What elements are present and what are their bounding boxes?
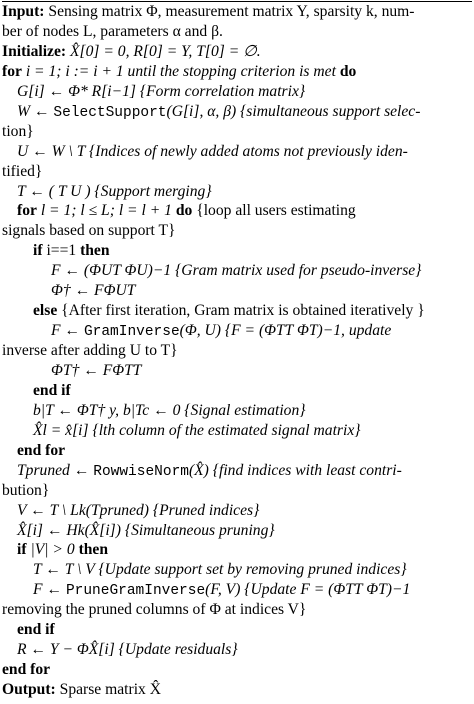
if-first-line	[33, 241, 110, 261]
signal-estimation-text: b|T ← ΦT† y, b|Tc ← 0 {Signal estimation}	[33, 401, 306, 419]
estimated-column-text: X̂l = x̂[i] {lth column of the estimated signal matrix}	[33, 421, 361, 439]
end-if-line	[33, 381, 71, 401]
rowwise-norm-lhs: Tpruned ←	[17, 461, 90, 479]
gram-inverse-line-2	[2, 341, 178, 361]
support-merge-line	[17, 182, 212, 202]
prune-gram-line-2	[2, 600, 306, 620]
update-support-line	[33, 560, 407, 580]
correlation-text: G[i] ← Φ* R[i−1] {Form correlation matrix}	[17, 82, 306, 100]
gram-line	[51, 261, 421, 281]
pruned-indices-line	[17, 501, 259, 521]
select-support-line-2	[2, 122, 34, 142]
rowwise-norm-cont: bution}	[2, 481, 50, 499]
update-support-text: T ← T \ V {Update support set by removing pruned indices}	[33, 561, 407, 579]
rowwise-norm-args: (X̂) {find indices with least contri-	[188, 461, 402, 479]
pinv-first-line	[51, 281, 135, 301]
then-keyword: then	[80, 242, 110, 260]
else-line	[33, 301, 425, 321]
correlation-line	[17, 82, 305, 102]
pinv-iter-text: ΦT† ← FΦTT	[51, 361, 142, 379]
end-outer-for-line	[2, 660, 50, 680]
support-merge-text: T ← ( T U ) {Support merging}	[17, 182, 212, 200]
initialize-keyword: Initialize:	[2, 42, 67, 60]
then2-keyword: then	[78, 541, 109, 559]
residual-text: R ← Y − ΦX̂[i] {Update residuals}	[17, 641, 238, 659]
initialize-line	[2, 42, 261, 62]
input-line-2	[2, 22, 223, 42]
input-keyword: Input:	[2, 3, 45, 20]
new-atoms-text: U ← W \ T {Indices of newly added atoms not previously iden-	[17, 142, 408, 160]
pinv-iter-line	[51, 361, 141, 381]
inner-for-comment-1: {loop all users estimating	[196, 202, 356, 220]
simultaneous-pruning-text: X̂[i] ← Hk(X̂[i]) {Simultaneous pruning}	[17, 521, 275, 539]
prune-gram-function: PruneGramInverse	[65, 583, 206, 600]
select-support-cont: tion}	[2, 122, 34, 140]
rowwise-norm-function: RowwiseNorm	[93, 463, 189, 480]
gram-inverse-line-1	[51, 321, 391, 343]
end-inner-for-keyword: end for	[17, 441, 66, 459]
outer-for-condition: i = 1; i := i + 1 until the stopping criterion is met	[25, 62, 336, 80]
select-support-function: SelectSupport	[53, 104, 167, 121]
select-support-args: (G[i], α, β) {simultaneous support selec-	[166, 102, 421, 120]
prune-gram-line-1	[33, 580, 410, 602]
inner-for-line-1	[17, 201, 356, 221]
end-inner-for-line	[17, 441, 65, 461]
inner-for-line-2	[2, 221, 176, 241]
pruned-indices-text: V ← T \ Lk(Tpruned) {Pruned indices}	[17, 501, 260, 519]
gram-text: F ← (ΦUT ΦU)−1 {Gram matrix used for pseudo-inverse}	[51, 262, 422, 280]
if-pruned-line	[17, 540, 108, 560]
end-if2-keyword: end if	[17, 621, 55, 639]
gram-inverse-function: GramInverse	[83, 324, 180, 341]
input-text-2: ber of nodes L, parameters α and β.	[2, 22, 223, 40]
else-keyword: else	[33, 302, 58, 320]
residual-line	[17, 640, 238, 660]
select-support-lhs: W ←	[17, 102, 50, 120]
inner-for-comment-2: signals based on support T}	[2, 222, 176, 240]
input-text-1: Sensing matrix Φ, measurement matrix Y, sparsity k, num-	[48, 3, 415, 20]
new-atoms-line-1	[17, 142, 408, 162]
output-line	[2, 680, 161, 700]
simultaneous-pruning-line	[17, 521, 275, 541]
new-atoms-cont: tified}	[2, 162, 43, 180]
inner-do-keyword: do	[175, 202, 193, 220]
prune-gram-lhs: F ←	[33, 581, 63, 599]
gram-inverse-args: (Φ, U) {F = (ΦTT ΦT)−1, update	[179, 322, 392, 340]
input-line-1	[2, 2, 415, 22]
rowwise-norm-line-1	[17, 461, 402, 483]
gram-inverse-cont: inverse after adding U to T}	[2, 342, 178, 359]
if-condition: i==1	[46, 242, 77, 260]
outer-for-keyword: for	[2, 62, 22, 80]
pinv-first-text: Φ† ← FΦUT	[51, 282, 136, 300]
rowwise-norm-line-2	[2, 481, 49, 501]
if-keyword: if	[33, 242, 43, 260]
prune-gram-cont: removing the pruned columns of Φ at indices V}	[2, 601, 307, 619]
end-if-keyword: end if	[33, 381, 71, 399]
output-text: Sparse matrix X̂	[59, 681, 161, 698]
if2-condition: |V| > 0	[30, 541, 75, 559]
end-outer-for-keyword: end for	[2, 661, 51, 679]
outer-for-line	[2, 62, 356, 82]
end-if2-line	[17, 620, 55, 640]
signal-estimation-line	[33, 401, 306, 421]
select-support-line-1	[17, 102, 420, 124]
outer-do-keyword: do	[339, 62, 357, 80]
inner-for-keyword: for	[17, 202, 37, 220]
prune-gram-args: (F, V) {Update F = (ΦTT ΦT)−1	[205, 581, 411, 599]
if2-keyword: if	[17, 541, 27, 559]
initialize-text: X̂[0] = 0, R[0] = Y, T[0] = ∅.	[70, 42, 261, 60]
gram-inverse-lhs: F ←	[51, 322, 81, 340]
else-comment: {After first iteration, Gram matrix is obtained iteratively }	[61, 302, 425, 320]
output-keyword: Output:	[2, 681, 56, 698]
estimated-column-line	[33, 421, 360, 441]
new-atoms-line-2	[2, 162, 42, 182]
inner-for-condition: l = 1; l ≤ L; l = l + 1	[40, 202, 172, 220]
